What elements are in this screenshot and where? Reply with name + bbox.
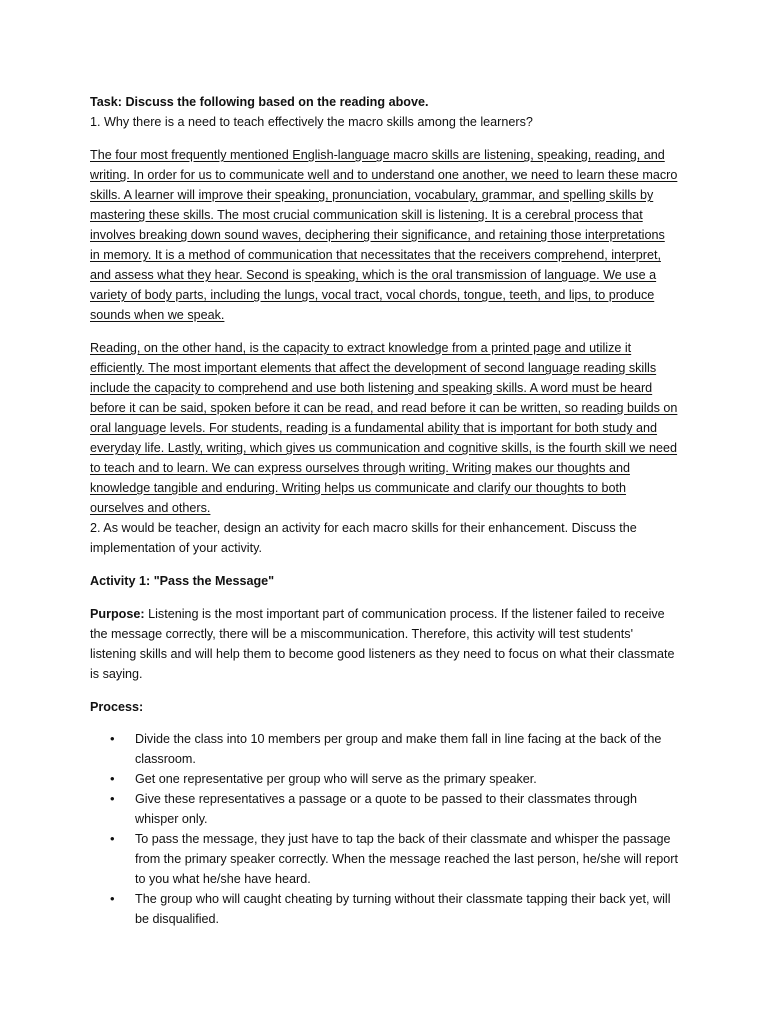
list-item <box>90 729 678 769</box>
bullet-icon: • <box>110 731 115 746</box>
purpose-label: Purpose: <box>90 607 145 621</box>
question-2: 2. As would be teacher, design an activity for each macro skills for their enhancement. Discuss the implementation of your activity. <box>90 521 637 555</box>
list-item <box>90 789 678 829</box>
list-item <box>90 769 678 789</box>
list-item-text: The group who will caught cheating by turning without their classmate tapping their back yet, will be disqualified. <box>135 892 671 926</box>
process-list <box>90 729 678 929</box>
activity-1-purpose <box>90 604 678 684</box>
list-item <box>90 889 678 929</box>
process-label: Process: <box>90 700 144 714</box>
bullet-icon: • <box>110 771 115 786</box>
bullet-icon: • <box>110 831 115 846</box>
list-item <box>90 829 678 889</box>
answer-paragraph-2: Reading, on the other hand, is the capacity to extract knowledge from a printed page and utilize it efficiently. The most important elements that affect the development of second language reading skills include the capacity to comprehend and use both listening and speaking skills. A word must be heard before it can be said, spoken before it can be read, and read before it can be written, so reading builds on oral language levels. For students, reading is a fundamental ability that is important for both study and everyday life. Lastly, writing, which gives us communication and cognitive skills, is the fourth skill we need to teach and to learn. We can express ourselves through writing. Writing makes our thoughts and knowledge tangible and enduring. Writing helps us communicate and clarify our thoughts to both ourselves and others. <box>90 341 678 515</box>
bullet-icon: • <box>110 791 115 806</box>
list-item-text: Give these representatives a passage or a quote to be passed to their classmates through whisper only. <box>135 792 637 826</box>
answer-paragraph-1: The four most frequently mentioned English-language macro skills are listening, speaking, reading, and writing. In order for us to communicate well and to understand one another, we need to learn these macro skills. A learner will improve their speaking, pronunciation, vocabulary, grammar, and spelling skills by mastering these skills. The most crucial communication skill is listening. It is a cerebral process that involves breaking down sound waves, deciphering their significance, and retaining those interpretations in memory. It is a method of communication that necessitates that the receivers comprehend, interpret, and assess what they hear. Second is speaking, which is the oral transmission of language. We use a variety of body parts, including the lungs, vocal tract, vocal chords, tongue, teeth, and lips, to produce sounds when we speak. <box>90 148 678 322</box>
purpose-text: Listening is the most important part of communication process. If the listener failed to receive the message correctly, there will be a miscommunication. Therefore, this activity will test students' listening skills and will help them to become good listeners as they need to focus on what their classmate is saying. <box>90 607 675 681</box>
list-item-text: To pass the message, they just have to tap the back of their classmate and whisper the passage from the primary speaker correctly. When the message reached the last person, he/she will report to you what he/she have heard. <box>135 832 678 886</box>
task-heading: Task: Discuss the following based on the reading above. <box>90 95 429 109</box>
question-1: 1. Why there is a need to teach effectively the macro skills among the learners? <box>90 115 533 129</box>
list-item-text: Divide the class into 10 members per group and make them fall in line facing at the back of the classroom. <box>135 732 662 766</box>
list-item-text: Get one representative per group who will serve as the primary speaker. <box>135 772 537 786</box>
activity-1-title: Activity 1: "Pass the Message" <box>90 574 275 588</box>
bullet-icon: • <box>110 891 115 906</box>
